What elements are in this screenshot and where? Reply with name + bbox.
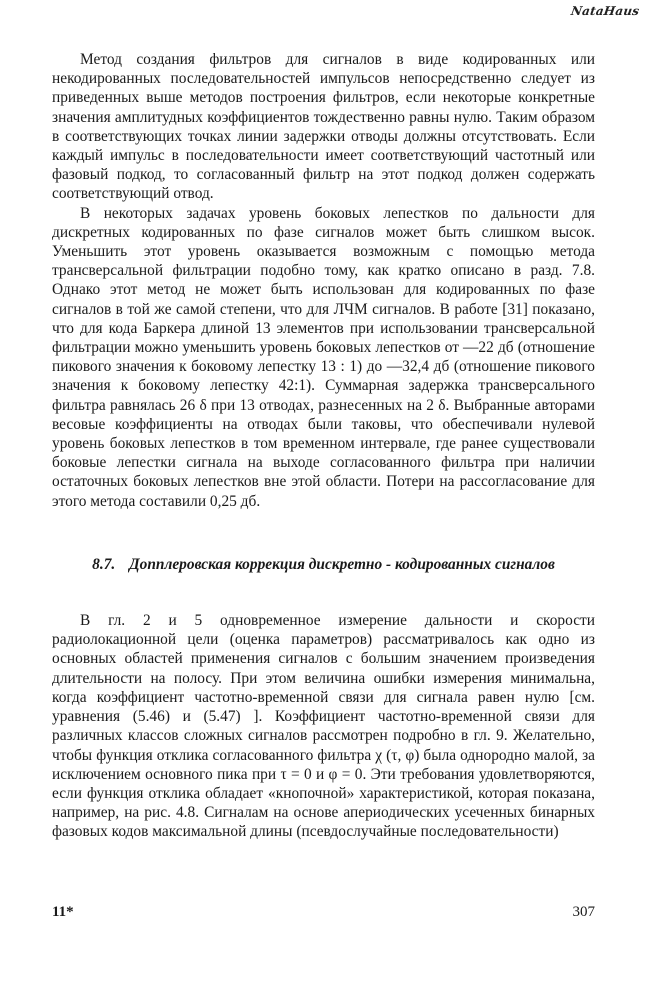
page-footer: [52, 904, 595, 924]
signature-mark: 11*: [52, 904, 74, 920]
paragraph-1: Метод создания фильтров для сигналов в виде кодированных или некодированных последовательностей импульсов непосредственно следует из приведенных выше методов построения фильтров, если некоторые конкретные значения амплитудных коэффициентов тождественно равны нулю. Таким образом в соответствующих точках линии задержки отводы должны отсутствовать. Если каждый импульс в последовательности имеет соответствующий частотный или фазовый подкод, то согласованный фильтр на этот подкод должен содержать соответствующий отвод.: [52, 51, 595, 203]
paragraph-2: В некоторых задачах уровень боковых лепестков по дальности для дискретных кодированных по фазе сигналов может быть слишком высок. Уменьшить этот уровень оказывается возможным с помощью метода трансверсальной фильтрации подобно тому, как кратко описано в разд. 7.8. Однако этот метод не может быть использован для кодированных по фазе сигналов в той же самой степени, что для ЛЧМ сигналов. В работе [31] показано, что для кода Баркера длиной 13 элементов при использовании трансверсальной фильтрации можно уменьшить уровень боковых лепестков от —22 дб (отношение пикового значения к боковому лепестку 13 : 1) до —32,4 дб (отношение пикового значения к боковому лепестку 42:1). Суммарная задержка трансверсального фильтра равнялась 26 δ при 13 отводах, разнесенных на 2 δ. Выбранные авторами весовые коэффициенты на отводах были таковы, что обеспечивали нулевой уровень боковых лепестков в том временном интервале, где ранее существовали боковые лепестки сигнала на выходе согласованного фильтра при наличии остаточных боковых лепестков вне этой области. Потери на рассогласование для этого метода составили 0,25 дб.: [52, 204, 595, 510]
section-number: 8.7.: [92, 555, 116, 573]
paragraph-3: В гл. 2 и 5 одновременное измерение дальности и скорости радиолокационной цели (оценка параметров) рассматривалось как одно из основных областей применения сигналов с большим значением произведения длительности на полосу. При этом величина ошибки измерения минимальна, когда коэффициент частотно-временной связи для сигнала равен нулю [см. уравнения (5.46) и (5.47) ]. Коэффициент частотно-временной связи для различных классов сложных сигналов рассмотрен подробно в гл. 9. Желательно, чтобы функция отклика согласованного фильтра χ (τ, φ) была однородно малой, за исключением основного пика при τ = 0 и φ = 0. Эти требования удовлетворяются, если функция отклика обладает «кнопочной» характеристикой, которая показана, например, на рис. 4.8. Сигналам на основе апериодических усеченных бинарных фазовых кодов максимальной длины (псевдослучайные последовательности): [52, 612, 595, 841]
page-number: 307: [572, 904, 595, 920]
section-heading: [52, 555, 595, 574]
watermark-logo: NataHaus: [569, 4, 640, 18]
section-title: Допплеровская коррекция дискретно - кодированных сигналов: [129, 555, 555, 573]
page-body: [52, 50, 595, 842]
